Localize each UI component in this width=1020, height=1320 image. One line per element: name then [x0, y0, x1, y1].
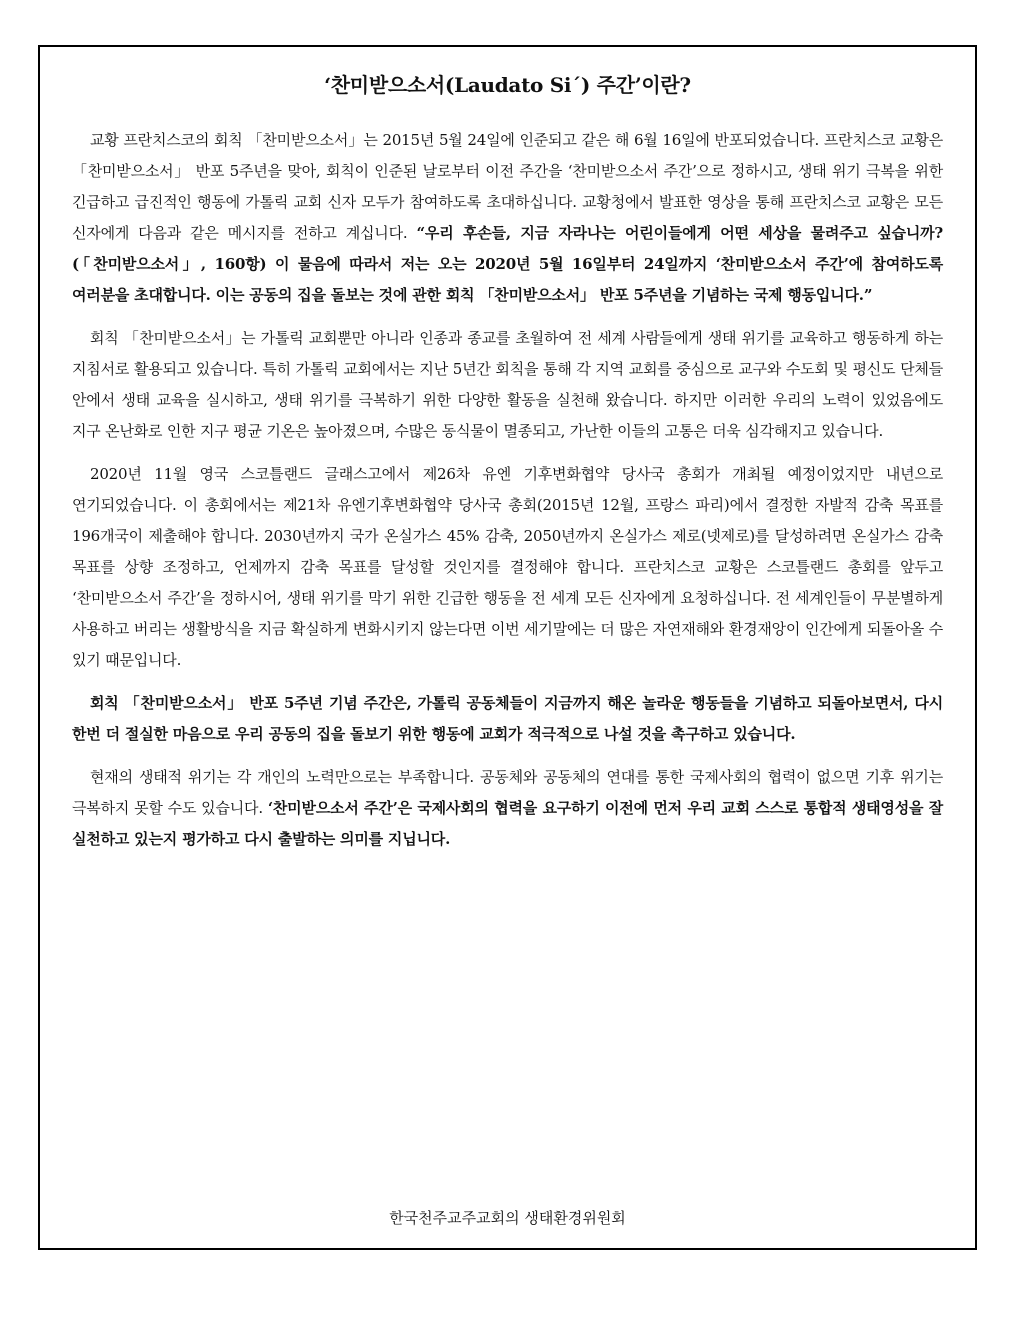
document-body: [72, 125, 943, 867]
paragraph-conclusion: [72, 762, 943, 855]
document-title: ‘찬미받으소서(Laudato Si´) 주간’이란?: [324, 73, 691, 97]
paragraph-conclusion-emphasis: ‘찬미받으소서 주간’은 국제사회의 협력을 요구하기 이전에 먼저 우리 교회 스스로 통합적 생태영성을 잘 실천하고 있는지 평가하고 다시 출발하는 의미를 지닙니다.: [72, 799, 943, 848]
signature: 한국천주교주교회의 생태환경위원회: [389, 1209, 626, 1227]
paragraph-encyclical-impact: 회칙 「찬미받으소서」는 가톨릭 교회뿐만 아니라 인종과 종교를 초월하여 전 세계 사람들에게 생태 위기를 교육하고 행동하게 하는 지침서로 활용되고 있습니다. 특히 가톨릭 교회에서는 지난 5년간 회칙을 통해 각 지역 교회를 중심으로 교구와 수도회 및 평신도 단체들 안에서 생태 교육을 실시하고, 생태 위기를 극복하기 위한 다양한 활동을 실천해 왔습니다. 하지만 이러한 우리의 노력이 있었음에도 지구 온난화로 인한 지구 평균 기온은 높아졌으며, 수많은 동식물이 멸종되고, 가난한 이들의 고통은 더욱 심각해지고 있습니다.: [72, 329, 943, 440]
paragraph-anniversary-call: 회칙 「찬미받으소서」 반포 5주년 기념 주간은, 가톨릭 공동체들이 지금까지 해온 놀라운 행동들을 기념하고 되돌아보면서, 다시 한번 더 절실한 마음으로 우리 공동의 집을 돌보기 위한 행동에 교회가 적극적으로 나설 것을 촉구하고 있습니다.: [72, 694, 943, 743]
pope-quote: “우리 후손들, 지금 자라나는 어린이들에게 어떤 세상을 물려주고 싶습니까?(「찬미받으소서」, 160항) 이 물음에 따라서 저는 오는 2020년 5월 16일부터 24일까지 ‘찬미받으소서 주간’에 참여하도록 여러분을 초대합니다. 이는 공동의 집을 돌보는 것에 관한 회칙 「찬미받으소서」 반포 5주년을 기념하는 국제 행동입니다.”: [72, 224, 944, 304]
paragraph-intro-text: 교황 프란치스코의 회칙 「찬미받으소서」는 2015년 5월 24일에 인준되고 같은 해 6월 16일에 반포되었습니다. 프란치스코 교황은 「찬미받으소서」 반포 5주년을 맞아, 회칙이 인준된 날로부터 이전 주간을 ‘찬미받으소서 주간’으로 정하시고, 생태 위기 극복을 위한 긴급하고 급진적인 행동에 가톨릭 교회 신자 모두가 참여하도록 초대하십니다. 교황청에서 발표한 영상을 통해 프란치스코 교황은 모든 신자에게 다음과 같은 메시지를 전하고 계십니다.: [72, 131, 943, 242]
document-frame: [38, 45, 977, 1250]
paragraph-climate-conference: 2020년 11월 영국 스코틀랜드 글래스고에서 제26차 유엔 기후변화협약 당사국 총회가 개최될 예정이었지만 내년으로 연기되었습니다. 이 총회에서는 제21차 유엔기후변화협약 당사국 총회(2015년 12월, 프랑스 파리)에서 결정한 자발적 감축 목표를 196개국이 제출해야 합니다. 2030년까지 국가 온실가스 45% 감축, 2050년까지 온실가스 제로(넷제로)를 달성하려면 온실가스 감축 목표를 상향 조정하고, 언제까지 감축 목표를 달성할 것인지를 결정해야 합니다. 프란치스코 교황은 스코틀랜드 총회를 앞두고 ‘찬미받으소서 주간’을 정하시어, 생태 위기를 막기 위한 긴급한 행동을 전 세계 모든 신자에게 요청하십니다. 전 세계인들이 무분별하게 사용하고 버리는 생활방식을 지금 확실하게 변화시키지 않는다면 이번 세기말에는 더 많은 자연재해와 환경재앙이 인간에게 되돌아올 수 있기 때문입니다.: [72, 465, 943, 669]
paragraph-intro: [72, 125, 943, 311]
paragraph-conclusion-text: 현재의 생태적 위기는 각 개인의 노력만으로는 부족합니다. 공동체와 공동체의 연대를 통한 국제사회의 협력이 없으면 기후 위기는 극복하지 못할 수도 있습니다.: [72, 768, 943, 817]
